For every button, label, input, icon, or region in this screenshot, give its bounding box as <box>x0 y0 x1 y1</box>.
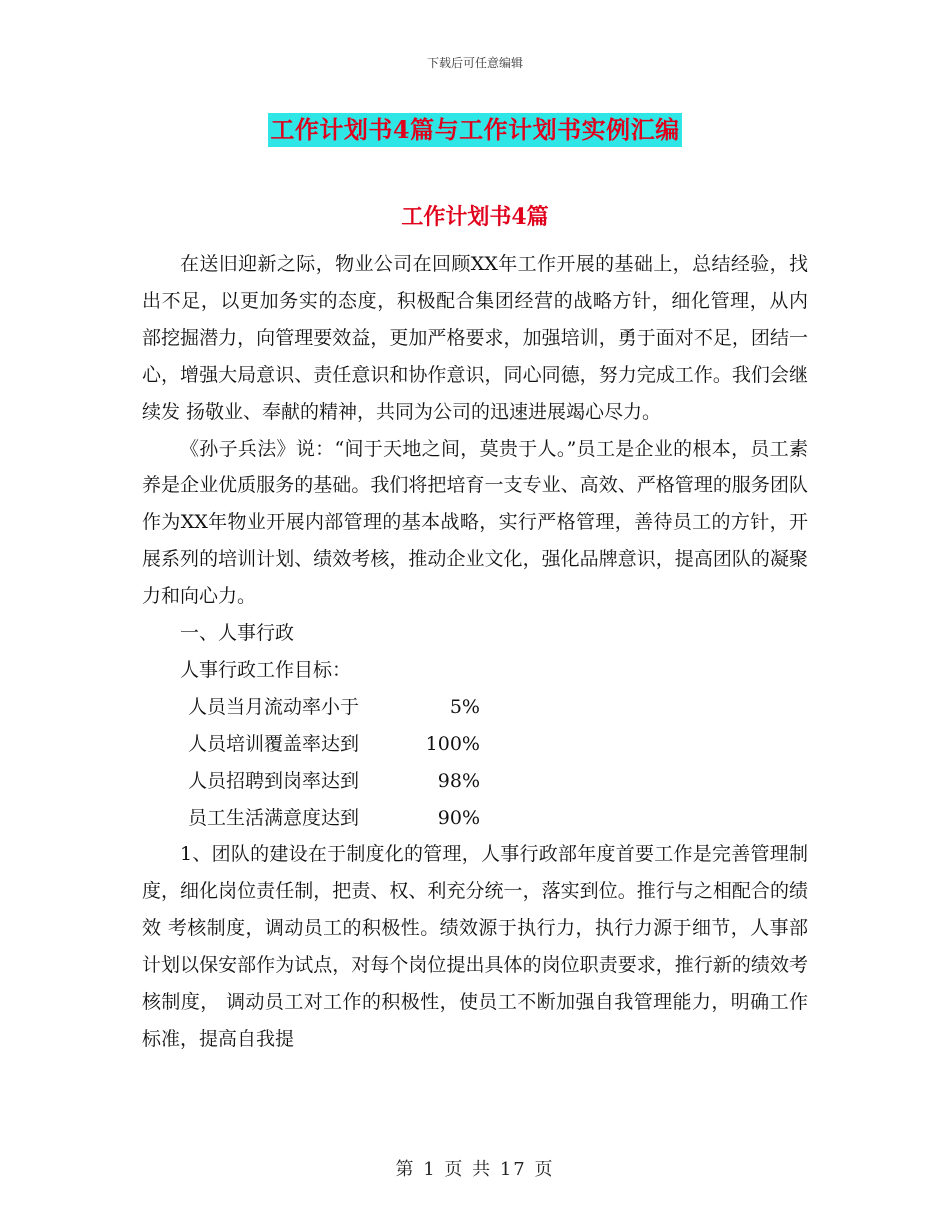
section-title: 工作计划书4篇 <box>401 204 549 230</box>
target-row <box>142 800 808 837</box>
target-label: 人员招聘到岗率达到 <box>188 769 360 792</box>
paragraph-team-building: 1、团队的建设在于制度化的管理，人事行政部年度首要工作是完善管理制度，细化岗位责任制，把责、权、利充分统一，落实到位。推行与之相配合的绩效 考核制度，调动员工的积极性。绩效源于执行力，执行力源于细节，人事部计划以保安部作为试点，对每个岗位提出具体的岗位职责要求，推行新的绩效考核制度， 调动员工对工作的积极性，使员工不断加强自我管理能力，明确工作标准，提高自我提 <box>142 843 808 1050</box>
target-label: 员工生活满意度达到 <box>188 806 360 829</box>
main-title-container <box>0 113 950 147</box>
target-row <box>142 726 808 763</box>
target-row <box>142 689 808 726</box>
target-label: 人员当月流动率小于 <box>188 695 360 718</box>
target-value: 98% <box>437 769 480 792</box>
main-title: 工作计划书4篇与工作计划书实例汇编 <box>268 113 681 147</box>
document-body <box>142 246 808 1058</box>
paragraph-intro: 在送旧迎新之际，物业公司在回顾XX年工作开展的基础上，总结经验，找出不足，以更加务实的态度，积极配合集团经营的战略方针，细化管理，从内 部挖掘潜力，向管理要效益，更加严格要求，加强培训，勇于面对不足，团结一心，增强大局意识、责任意识和协作意识，同心同德，努力完成工作。我们会继续发 扬敬业、奉献的精神，共同为公司的迅速进展竭心尽力。 <box>142 253 808 423</box>
heading-hr-admin: 一、人事行政 <box>180 622 295 645</box>
target-row <box>142 763 808 800</box>
target-value: 5% <box>449 695 480 718</box>
target-label: 人员培训覆盖率达到 <box>188 732 360 755</box>
targets-title: 人事行政工作目标： <box>180 658 352 681</box>
paragraph-sunzi: 《孙子兵法》说：“间于天地之间，莫贵于人。”员工是企业的根本，员工素养是企业优质服务的基础。我们将把培育一支专业、高效、严格管理的服务团队 作为XX年物业开展内部管理的基本战略，实行严格管理，善待员工的方针，开展系列的培训计划、绩效考核，推动企业文化，强化品牌意识，提高团队的凝聚 力和向心力。 <box>142 437 808 608</box>
target-value: 100% <box>425 732 480 755</box>
page-number-footer: 第 1 页 共 17 页 <box>395 1159 555 1180</box>
target-value: 90% <box>437 806 480 829</box>
header-note: 下载后可任意编辑 <box>426 56 523 70</box>
